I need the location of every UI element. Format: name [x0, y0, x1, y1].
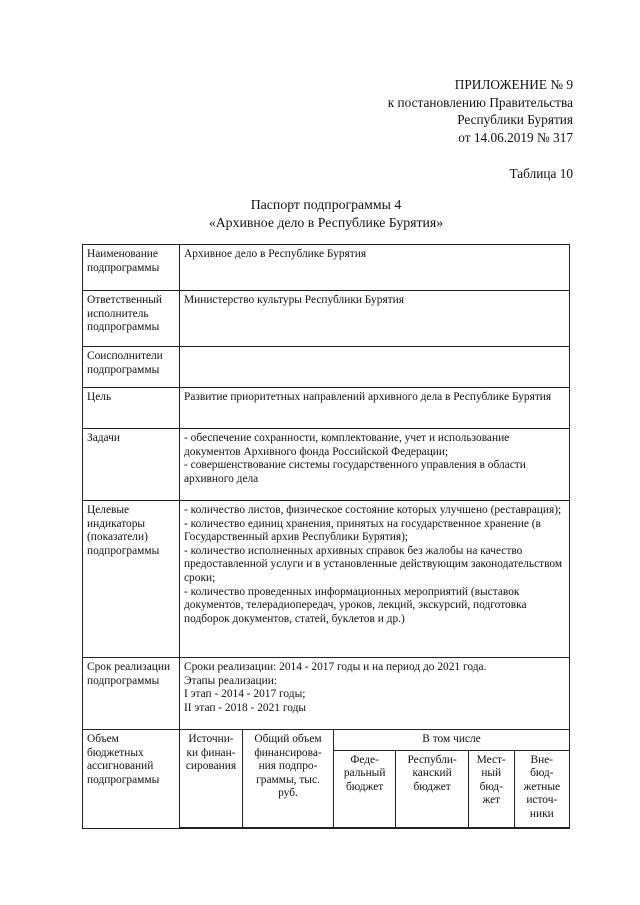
finance-republic-header: Республи- канский бюджет: [396, 750, 469, 827]
appendix-date-number: от 14.06.2019 № 317: [458, 129, 573, 145]
row-label: Цель: [83, 388, 180, 429]
table-number-label: Таблица 10: [509, 166, 573, 181]
row-label: Соисполнители подпрограммы: [83, 347, 180, 388]
row-value: - количество листов, физическое состояние которых улучшено (реставрация); - количество единиц хранения, принятых на государственное хранение (в Государственный архив Республики Бурятия); - количество исполненных архивных справок без жалобы на качество предоставленной услуги и в установленные действующим законодательством сроки; - количество проведенных информационных мероприятий (выставок документов, телерадиопередач, уроков, лекций, экскурсий, подготовка подборок документов, статей, буклетов и др.): [180, 501, 570, 658]
row-label: Объем бюджетных ассигнований подпрограммы: [83, 730, 180, 829]
finance-local-header: Мест- ный бюд- жет: [468, 750, 514, 827]
row-value: Развитие приоритетных направлений архивного дела в Республике Бурятия: [180, 388, 570, 429]
finance-table: [180, 730, 569, 828]
finance-source-header: Источни- ки финан- сирования: [180, 730, 243, 827]
table-row: [83, 347, 570, 388]
row-label: Ответственный исполнитель подпрограммы: [83, 291, 180, 347]
appendix-republic: Республики Бурятия: [457, 112, 573, 127]
row-value: Сроки реализации: 2014 - 2017 годы и на период до 2021 года. Этапы реализации: I этап - 2014 - 2017 годы; II этап - 2018 - 2021 годы: [180, 658, 570, 730]
finance-header-row: [180, 730, 569, 750]
row-value: [180, 347, 570, 388]
finance-total-header: Общий объем финансирова- ния подпро- граммы, тыс. руб.: [243, 730, 334, 827]
row-value: Министерство культуры Республики Бурятия: [180, 291, 570, 347]
finance-cell: [180, 730, 570, 829]
row-label: Целевые индикаторы (показатели) подпрограммы: [83, 501, 180, 658]
row-value: Архивное дело в Республике Бурятия: [180, 245, 570, 291]
row-label: Наименование подпрограммы: [83, 245, 180, 291]
appendix-resolution: к постановлению Правительства: [387, 94, 573, 110]
finance-including-header: В том числе: [334, 730, 570, 750]
finance-federal-header: Феде- ральный бюджет: [334, 750, 396, 827]
finance-extrabudget-header: Вне- бюд- жетные источ- ники: [514, 750, 569, 827]
appendix-header: [388, 76, 573, 146]
row-label: Срок реализации подпрограммы: [83, 658, 180, 730]
title-line-2: «Архивное дело в Республике Бурятия»: [208, 215, 444, 230]
table-row: [83, 429, 570, 501]
table-row: [83, 501, 570, 658]
row-value: - обеспечение сохранности, комплектование, учет и использование документов Архивного фонда Российской Федерации; - совершенствование системы государственного управления в области архивного дела: [180, 429, 570, 501]
passport-table: [82, 244, 570, 829]
document-title: [82, 196, 570, 232]
appendix-number: ПРИЛОЖЕНИЕ № 9: [454, 77, 573, 92]
table-row: [83, 730, 570, 829]
table-row: [83, 658, 570, 730]
table-row: [83, 245, 570, 291]
table-row: [83, 291, 570, 347]
table-row: [83, 388, 570, 429]
title-line-1: Паспорт подпрограммы 4: [250, 197, 402, 212]
row-label: Задачи: [83, 429, 180, 501]
